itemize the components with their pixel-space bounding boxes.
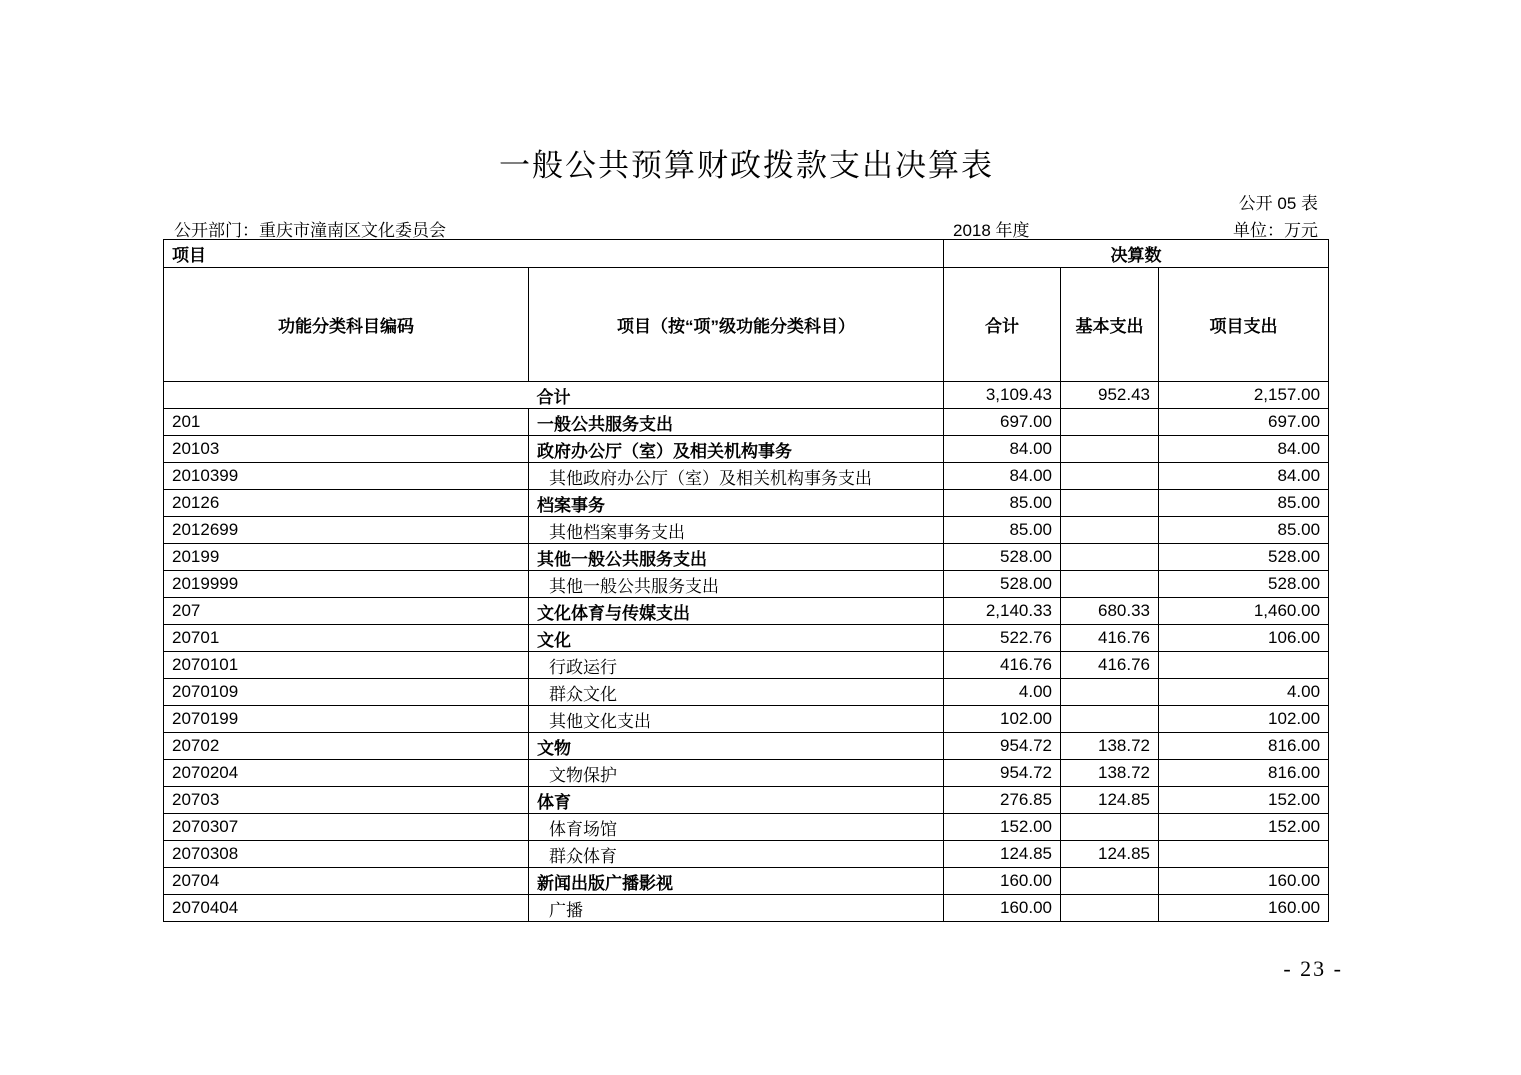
row-item-name: 文化体育与传媒支出 [529,598,944,625]
row-item-name: 其他一般公共服务支出 [529,571,944,598]
row-item-name: 文物 [529,733,944,760]
row-total: 697.00 [944,409,1061,436]
row-total: 954.72 [944,733,1061,760]
row-code: 2070404 [164,895,529,922]
header-item: 项目（按“项”级功能分类科目） [529,268,944,382]
row-item-name: 文物保护 [529,760,944,787]
table-row [164,598,1329,625]
row-total: 528.00 [944,544,1061,571]
budget-table [163,239,1329,922]
row-item-name: 档案事务 [529,490,944,517]
row-project: 1,460.00 [1159,598,1329,625]
table-row [164,625,1329,652]
total-label: 合计 [164,382,944,409]
header-project-expense: 项目支出 [1159,268,1329,382]
row-total: 102.00 [944,706,1061,733]
row-project: 528.00 [1159,571,1329,598]
row-total: 160.00 [944,895,1061,922]
row-total: 85.00 [944,490,1061,517]
table-row [164,490,1329,517]
header-code: 功能分类科目编码 [164,268,529,382]
row-project: 528.00 [1159,544,1329,571]
header-basic: 基本支出 [1061,268,1159,382]
row-total: 2,140.33 [944,598,1061,625]
row-code: 2070199 [164,706,529,733]
row-item-name: 群众体育 [529,841,944,868]
row-basic [1061,868,1159,895]
row-project [1159,841,1329,868]
row-basic [1061,679,1159,706]
row-basic [1061,895,1159,922]
total-basic: 952.43 [1061,382,1159,409]
row-total: 4.00 [944,679,1061,706]
row-project: 816.00 [1159,733,1329,760]
row-item-name: 一般公共服务支出 [529,409,944,436]
row-code: 2070109 [164,679,529,706]
form-number: 公开 05 表 [1238,194,1318,213]
row-project: 152.00 [1159,814,1329,841]
row-total: 160.00 [944,868,1061,895]
row-code: 20126 [164,490,529,517]
row-project: 816.00 [1159,760,1329,787]
table-row [164,463,1329,490]
row-project: 84.00 [1159,436,1329,463]
table-row [164,517,1329,544]
row-basic: 124.85 [1061,841,1159,868]
row-item-name: 其他文化支出 [529,706,944,733]
unit-label: 单位：万元 [1233,221,1318,240]
total-project: 2,157.00 [1159,382,1329,409]
row-code: 20703 [164,787,529,814]
row-basic [1061,463,1159,490]
row-code: 207 [164,598,529,625]
row-item-name: 其他政府办公厅（室）及相关机构事务支出 [529,463,944,490]
header-row-columns [164,268,1329,382]
row-basic [1061,544,1159,571]
row-basic: 124.85 [1061,787,1159,814]
table-row [164,895,1329,922]
row-item-name: 文化 [529,625,944,652]
total-row [164,382,1329,409]
row-basic: 416.76 [1061,652,1159,679]
header-final-amount: 决算数 [944,240,1329,268]
row-total: 276.85 [944,787,1061,814]
row-project: 106.00 [1159,625,1329,652]
row-code: 20702 [164,733,529,760]
table-row [164,652,1329,679]
row-basic [1061,814,1159,841]
row-total: 954.72 [944,760,1061,787]
row-total: 84.00 [944,463,1061,490]
row-project: 4.00 [1159,679,1329,706]
row-total: 152.00 [944,814,1061,841]
row-total: 124.85 [944,841,1061,868]
table-row [164,841,1329,868]
row-code: 2012699 [164,517,529,544]
header-total: 合计 [944,268,1061,382]
row-item-name: 政府办公厅（室）及相关机构事务 [529,436,944,463]
row-basic: 138.72 [1061,733,1159,760]
row-code: 2070307 [164,814,529,841]
row-basic: 680.33 [1061,598,1159,625]
row-code: 20701 [164,625,529,652]
row-basic [1061,706,1159,733]
row-code: 20199 [164,544,529,571]
row-code: 2070308 [164,841,529,868]
row-basic: 416.76 [1061,625,1159,652]
table-row [164,436,1329,463]
row-basic [1061,517,1159,544]
table-row [164,679,1329,706]
row-basic [1061,409,1159,436]
department-label: 公开部门：重庆市潼南区文化委员会 [174,221,446,240]
table-row [164,814,1329,841]
row-item-name: 新闻出版广播影视 [529,868,944,895]
row-code: 20704 [164,868,529,895]
row-item-name: 体育 [529,787,944,814]
row-project: 102.00 [1159,706,1329,733]
table-row [164,544,1329,571]
row-basic [1061,436,1159,463]
row-basic [1061,490,1159,517]
header-project: 项目 [164,240,944,268]
fiscal-year: 2018 年度 [953,221,1030,240]
row-project: 85.00 [1159,490,1329,517]
row-project [1159,652,1329,679]
row-total: 416.76 [944,652,1061,679]
row-item-name: 体育场馆 [529,814,944,841]
table-row [164,733,1329,760]
table-row [164,706,1329,733]
row-project: 697.00 [1159,409,1329,436]
row-project: 160.00 [1159,895,1329,922]
table-row [164,760,1329,787]
header-row-top [164,240,1329,268]
row-total: 528.00 [944,571,1061,598]
row-project: 84.00 [1159,463,1329,490]
table-row [164,868,1329,895]
total-amount: 3,109.43 [944,382,1061,409]
table-row [164,409,1329,436]
row-item-name: 群众文化 [529,679,944,706]
row-item-name: 广播 [529,895,944,922]
page-number: - 23 - [1283,956,1343,981]
row-project: 152.00 [1159,787,1329,814]
row-code: 2010399 [164,463,529,490]
table-row [164,571,1329,598]
row-code: 20103 [164,436,529,463]
table-row [164,787,1329,814]
row-project: 160.00 [1159,868,1329,895]
row-project: 85.00 [1159,517,1329,544]
page-title: 一般公共预算财政拨款支出决算表 [499,148,994,184]
row-code: 2019999 [164,571,529,598]
row-code: 2070101 [164,652,529,679]
row-code: 2070204 [164,760,529,787]
row-item-name: 其他档案事务支出 [529,517,944,544]
row-total: 84.00 [944,436,1061,463]
row-basic [1061,571,1159,598]
row-basic: 138.72 [1061,760,1159,787]
row-code: 201 [164,409,529,436]
row-total: 85.00 [944,517,1061,544]
row-total: 522.76 [944,625,1061,652]
row-item-name: 其他一般公共服务支出 [529,544,944,571]
row-item-name: 行政运行 [529,652,944,679]
